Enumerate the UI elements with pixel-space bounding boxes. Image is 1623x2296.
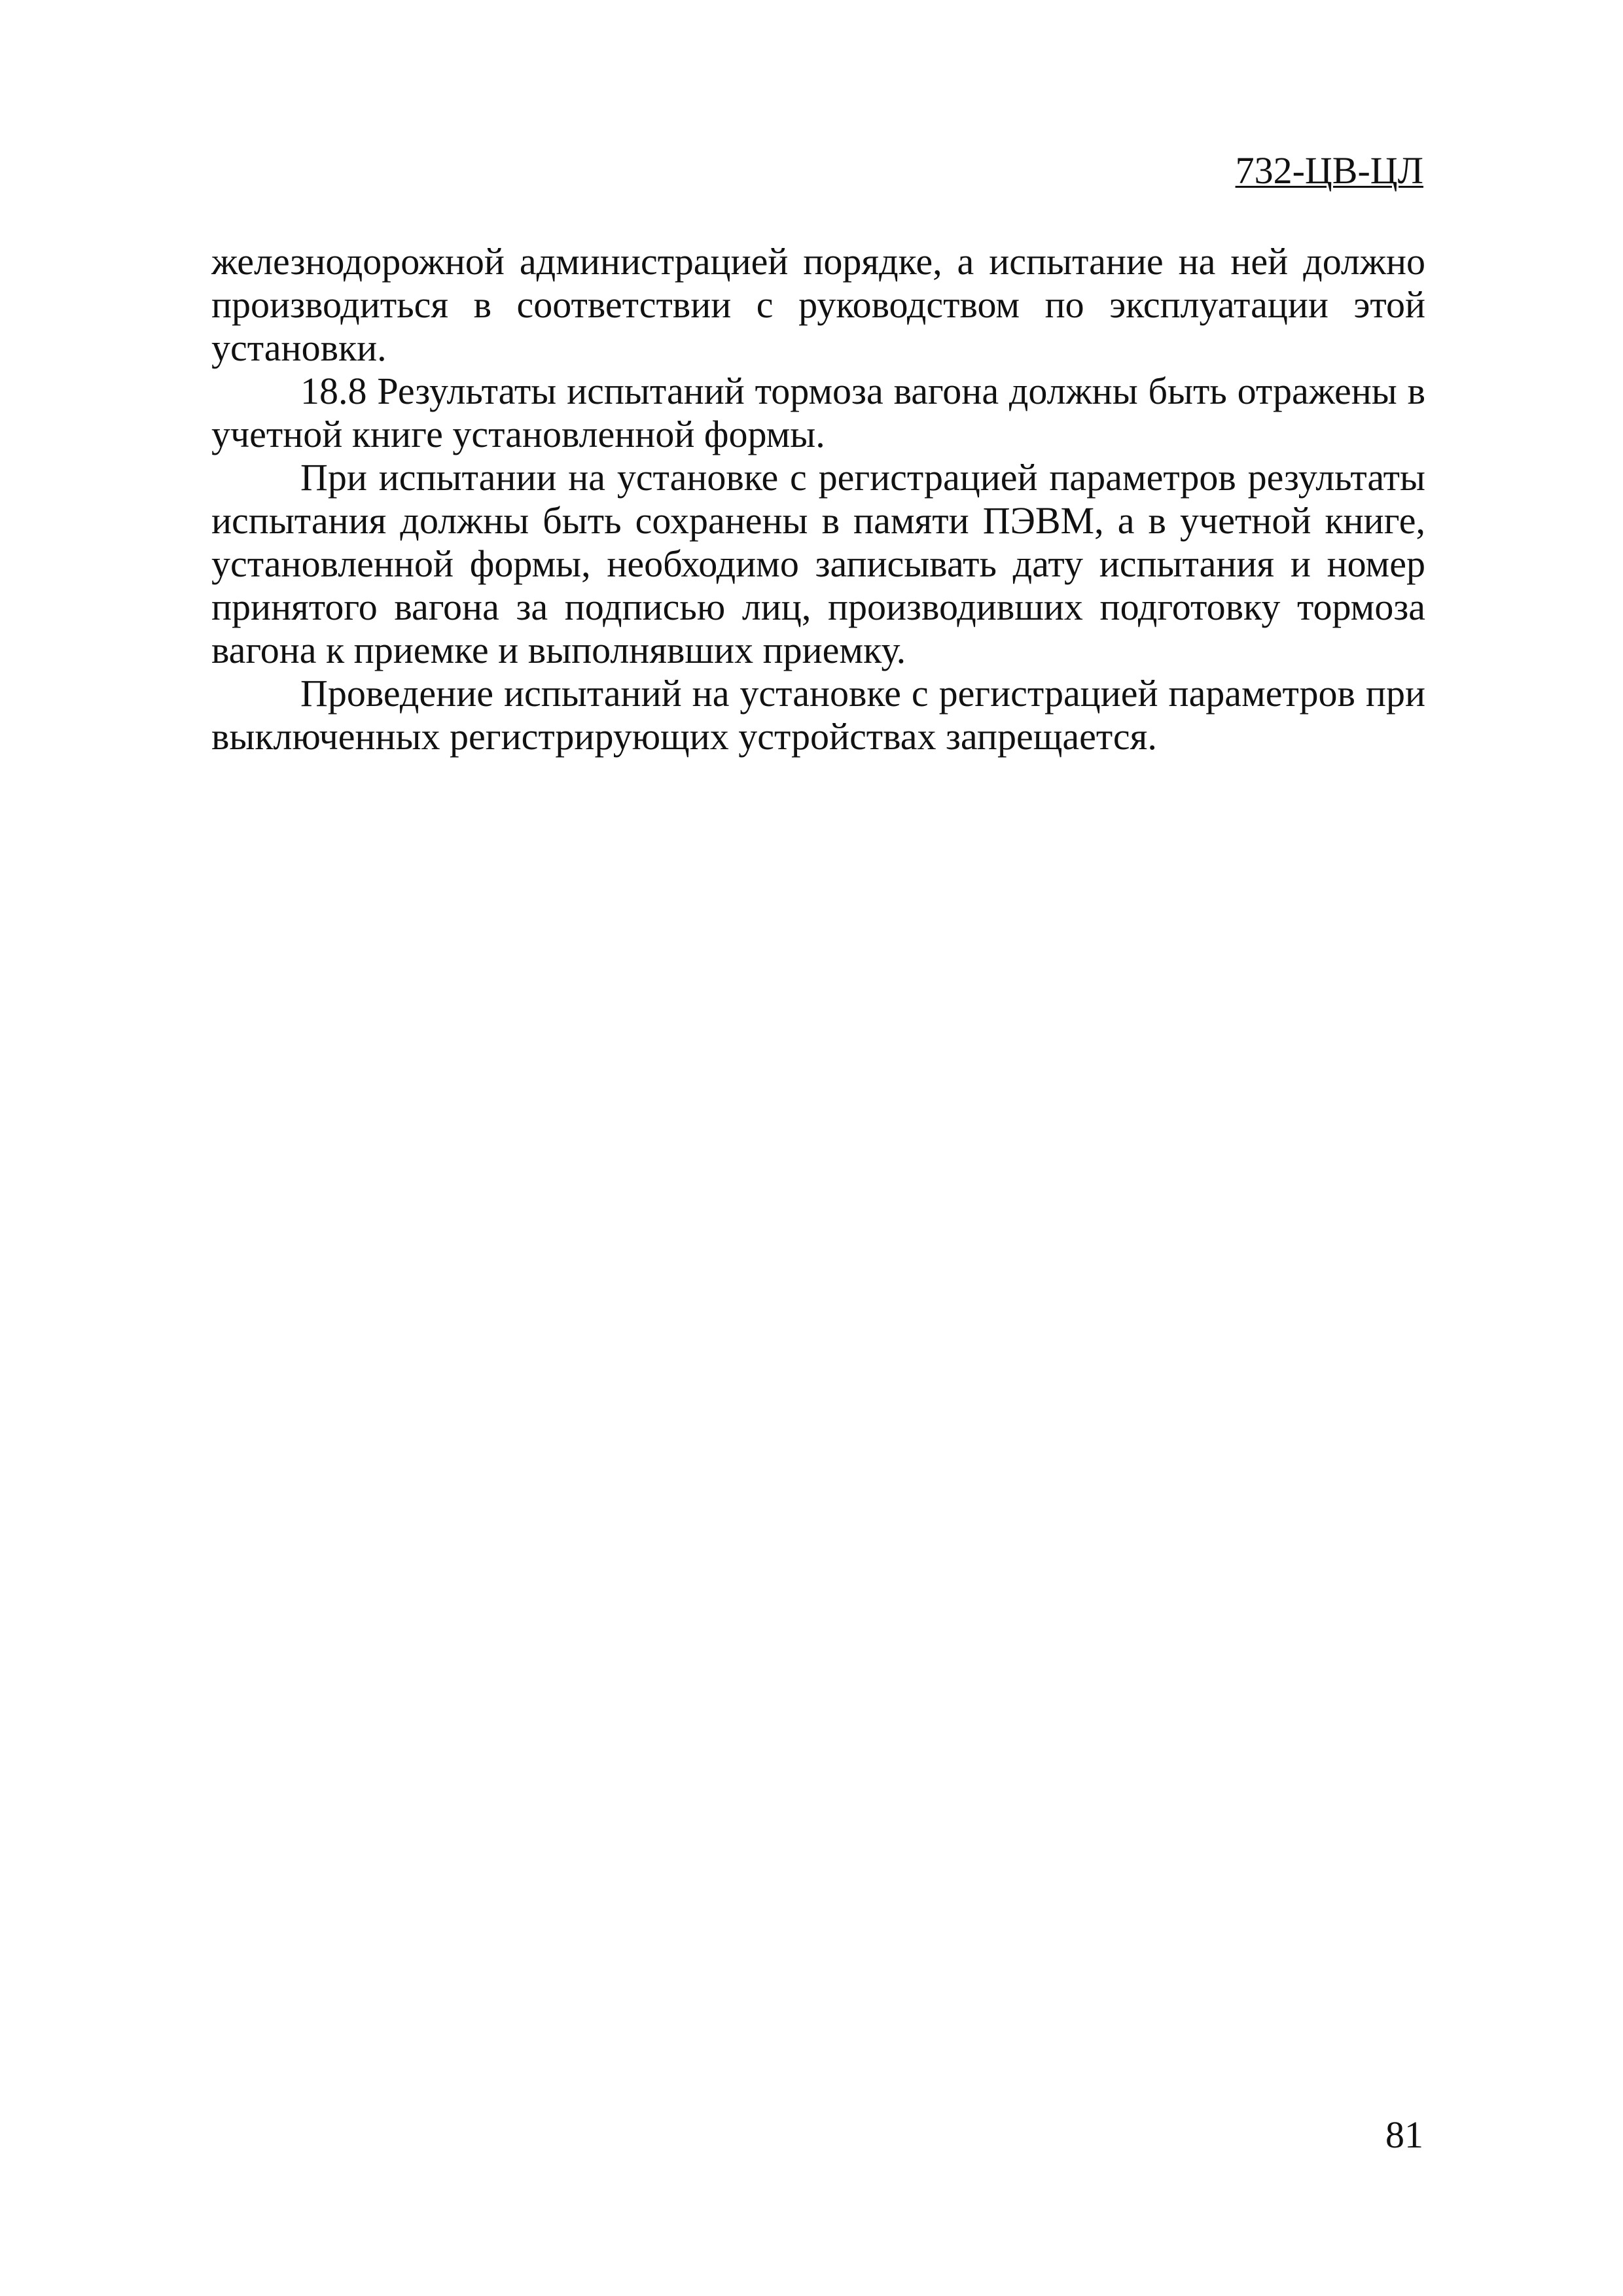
page-number: 81 [1385, 2113, 1423, 2156]
paragraph-continuation: железнодорожной администрацией порядке, а испытание на ней должно производиться в соответствии с руководством по эксплуатации этой установки. [211, 240, 1425, 369]
paragraph-registration: При испытании на установке с регистрацией параметров результаты испытания должны быть сохранены в памяти ПЭВМ, а в учетной книге, установленной формы, необходимо записывать дату испытания и номер принятого вагона за подписью лиц, производивших подготовку тормоза вагона к приемке и выполнявших приемку. [211, 456, 1425, 671]
body-text [211, 240, 1425, 758]
paragraph-18-8: 18.8 Результаты испытаний тормоза вагона должны быть отражены в учетной книге установленной формы. [211, 370, 1425, 455]
document-code: 732-ЦВ-ЦЛ [1235, 149, 1423, 192]
paragraph-prohibition: Проведение испытаний на установке с регистрацией параметров при выключенных регистрирующих устройствах запрещается. [211, 672, 1425, 758]
